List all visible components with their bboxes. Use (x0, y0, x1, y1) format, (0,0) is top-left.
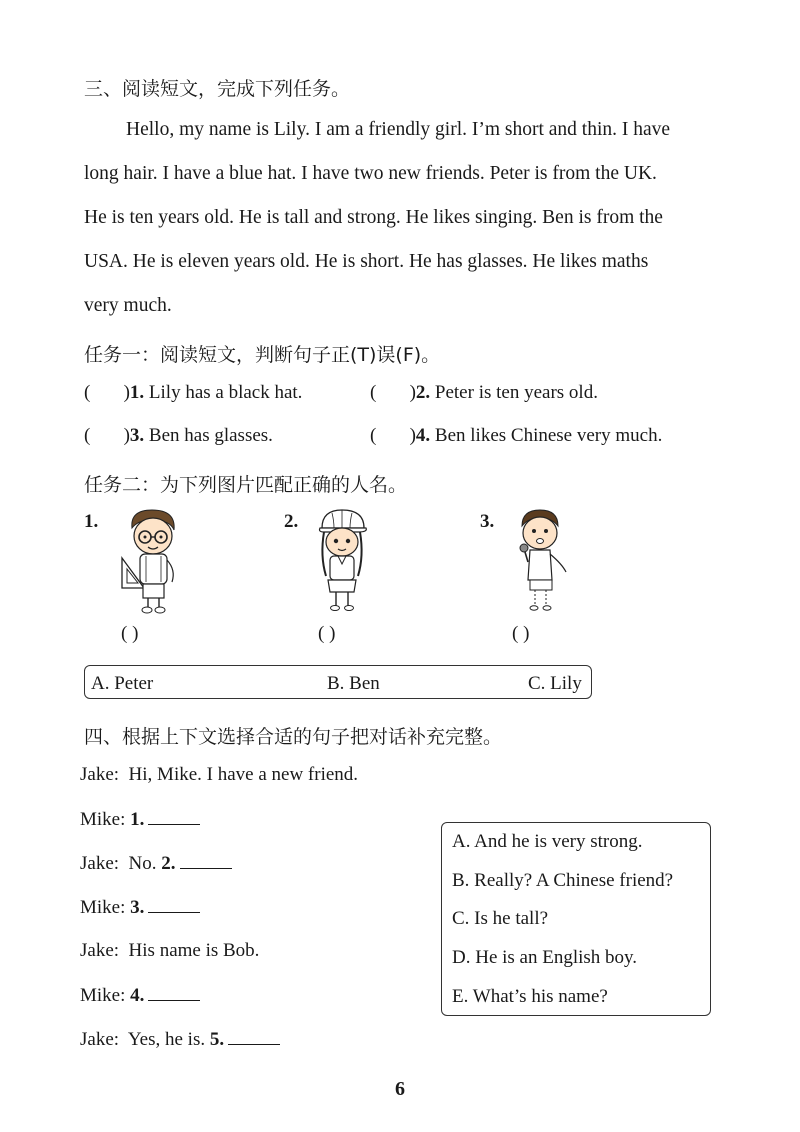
answer-bracket[interactable]: ( ) (84, 382, 130, 403)
sentence-option-b: B. Really? A Chinese friend? (452, 870, 674, 891)
dialogue-line-2: Mike: 1. (80, 809, 200, 831)
answer-bracket[interactable]: ( ) (370, 382, 416, 403)
task-1-heading: 任务一：阅读短文，判断句子正(T)误(F)。 (84, 344, 441, 366)
girl-with-hat-illustration (312, 506, 372, 616)
answer-bracket[interactable]: ( ) (370, 425, 416, 446)
dialogue-line-7: Jake: Yes, he is. 5. (80, 1029, 280, 1051)
true-false-item-2: ( )2. Peter is ten years old. (370, 382, 598, 403)
picture-3-answer[interactable]: ( ) (512, 623, 530, 644)
picture-number-1: 1. (84, 511, 99, 532)
true-false-item-1: ( )1. Lily has a black hat. (84, 382, 303, 403)
dialogue-line-5: Jake: His name is Bob. (80, 940, 260, 961)
passage-line: very much. (84, 295, 172, 316)
picture-number-3: 3. (480, 511, 495, 532)
sentence-options-box (441, 822, 711, 1016)
answer-blank[interactable] (148, 911, 200, 913)
dialogue-line-1: Jake: Hi, Mike. I have a new friend. (80, 764, 359, 785)
dialogue-line-3: Jake: No. 2. (80, 853, 232, 875)
sentence-option-e: E. What’s his name? (452, 986, 608, 1007)
picture-number-2: 2. (284, 511, 299, 532)
answer-blank[interactable] (148, 823, 200, 825)
name-option-b: B. Ben (327, 673, 380, 694)
page-number: 6 (395, 1078, 405, 1100)
dialogue-line-4: Mike: 3. (80, 897, 200, 919)
sentence-option-d: D. He is an English boy. (452, 947, 638, 968)
passage-line: Hello, my name is Lily. I am a friendly girl. I’m short and thin. I have (126, 119, 671, 140)
passage-line: USA. He is eleven years old. He is short. He has glasses. He likes maths (84, 251, 649, 272)
answer-blank[interactable] (148, 999, 200, 1001)
passage-line: He is ten years old. He is tall and strong. He likes singing. Ben is from the (84, 207, 663, 228)
passage-line: long hair. I have a blue hat. I have two new friends. Peter is from the UK. (84, 163, 657, 184)
picture-2-answer[interactable]: ( ) (318, 623, 336, 644)
picture-1-answer[interactable]: ( ) (121, 623, 139, 644)
boy-with-glasses-illustration (118, 506, 188, 616)
boy-singing-illustration (508, 506, 574, 616)
dialogue-line-6: Mike: 4. (80, 985, 200, 1007)
true-false-item-3: ( )3. Ben has glasses. (84, 425, 273, 446)
answer-blank[interactable] (180, 867, 232, 869)
name-option-a: A. Peter (91, 673, 154, 694)
true-false-item-4: ( )4. Ben likes Chinese very much. (370, 425, 663, 446)
answer-blank[interactable] (228, 1043, 280, 1045)
section-3-heading: 三、阅读短文，完成下列任务。 (84, 78, 351, 100)
sentence-option-c: C. Is he tall? (452, 908, 549, 929)
sentence-option-a: A. And he is very strong. (452, 831, 643, 852)
answer-bracket[interactable]: ( ) (84, 425, 130, 446)
section-4-heading: 四、根据上下文选择合适的句子把对话补充完整。 (84, 726, 503, 748)
name-option-c: C. Lily (528, 673, 582, 694)
task-2-heading: 任务二：为下列图片匹配正确的人名。 (84, 474, 408, 496)
